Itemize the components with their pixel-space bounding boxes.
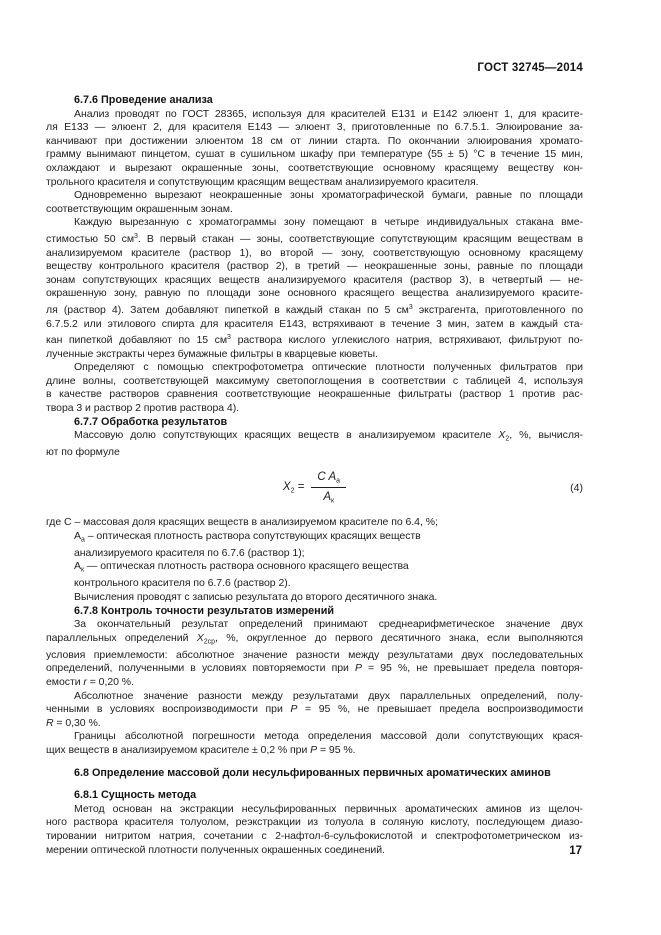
- paragraph-line: определений, полученными в условиях повторяемости при P = 95 %, не превышает предела повторя-: [46, 662, 583, 675]
- section-heading: 6.7.7 Обработка результатов: [74, 415, 228, 428]
- paragraph-line: Границы абсолютной погрешности метода определения массовой доли сопутствующих крася-: [74, 730, 583, 743]
- formula-denominator: $A_к$: [323, 491, 335, 505]
- document-body: [46, 94, 583, 857]
- paragraph-line: трольного красителя и сопутствующим красящим веществам анализируемого красителя.: [46, 175, 479, 188]
- definition-line: анализируемого красителя по 6.7.6 (раствор 1);: [74, 546, 305, 559]
- paragraph-line: окрашенную зону, равную по площади зоне основного красящего вещества анализируемого красите-: [46, 287, 583, 300]
- formula-lhs: $X_2$ =: [282, 481, 305, 495]
- formula-number: (4): [570, 481, 583, 494]
- paragraph-line: соответствующим окрашенным зонам.: [46, 202, 233, 215]
- paragraph-line: Вычисления проводят с записью результата до второго десятичного знака.: [74, 590, 438, 603]
- definition-line: где С – массовая доля красящих веществ в анализируемом красителе по 6.4, %;: [46, 515, 438, 528]
- page-number: 17: [569, 845, 582, 857]
- paragraph-line: За окончательный результат определений принимают среднеарифметическое значение двух: [74, 618, 583, 631]
- paragraph-line: Определяют с помощью спектрофотометра оптические плотности полученных фильтратов при: [74, 361, 583, 374]
- paragraph-line: условия приемлемости: абсолютное значение разности между результатами двух последовательных: [46, 648, 583, 661]
- formula-numerator: C $A_а$: [311, 471, 346, 489]
- paragraph-line: канчивают при достижении элюентом 18 см от линии старта. По окончании элюирования хромато-: [46, 134, 583, 147]
- paragraph-line: Абсолютное значение разности между результатами двух параллельных определений, полу-: [74, 689, 583, 702]
- paragraph-line: Одновременно вырезают неокрашенные зоны хроматографической бумаги, равные по площади: [74, 189, 583, 202]
- paragraph-line: мерении оптической плотности полученных окрашенных соединений.: [46, 843, 385, 856]
- definition-line: $А_а$ – оптическая плотность раствора сопутствующих красящих веществ: [74, 529, 421, 544]
- paragraph-line: ют по формуле: [46, 446, 120, 459]
- paragraph-line: кан пипеткой добавляют по 15 $см^3$ раствора кислого углекислого натрия, встряхивают, фильтруют по-: [46, 334, 584, 347]
- paragraph-line: тировании нитритом натрия, сочетании с 2-нафтол-6-сульфокислотой и спектрофотометрическом из-: [46, 829, 583, 842]
- paragraph-line: анализируемом красителе (раствор 1), во второй — зону, соответствующую основному красящему: [46, 246, 583, 259]
- definition-line: $А_к$ — оптическая плотность раствора основного красящего вещества: [74, 560, 409, 574]
- paragraph-line: емости r = 0,20 %.: [46, 675, 134, 688]
- paragraph-line: стимостью 50 $см^3$. В первый стакан — зоны, соответствующие сопутствующим красящим веществам в: [46, 232, 584, 245]
- section-heading: 6.7.6 Проведение анализа: [74, 94, 213, 106]
- paragraph-line: ля Е133 — элюент 2, для красителя Е143 — элюент 3, приготовленные по 6.7.5.1. Элюирование за-: [46, 121, 583, 134]
- paragraph-line: зонам сопутствующих красящих веществ анализируемого красителя (раствор 3), в четвертый — не-: [46, 273, 583, 286]
- section-heading: 6.8 Определение массовой доли несульфированных первичных ароматических аминов: [74, 766, 551, 779]
- paragraph-line: ля (раствор 4). Затем добавляют пипеткой в каждый стакан по 5 $см^3$ экстрагента, приготовленного по: [46, 303, 583, 316]
- paragraph-line: Метод основан на экстракции несульфированных первичных ароматических аминов из щелоч-: [74, 802, 583, 815]
- paragraph-line: ного раствора красителя толуолом, реэкстракции из толуола в соляную кислоту, последующем диазо-: [46, 816, 583, 829]
- paragraph-line: твора 3 и раствор 2 против раствора 4).: [46, 402, 240, 415]
- paragraph-line: лученные экстракты через бумажные фильтры в кварцевые кюветы.: [46, 347, 378, 360]
- paragraph-line: Анализ проводят по ГОСТ 28365, используя для красителей Е131 и Е142 элюент 1, для красите-: [74, 107, 583, 120]
- section-heading: 6.8.1 Сущность метода: [74, 789, 197, 802]
- paragraph-line: веществу контрольного красителя (раствор 2), в третий — неокрашенные зоны, равные по площади: [46, 260, 583, 273]
- paragraph-line: щих веществ в анализируемом красителе ± 0,2 % при P = 95 %.: [46, 743, 356, 756]
- paragraph-line: длине волны, соответствующей максимуму светопоглощения в соответствии с таблицей 4, используя: [46, 374, 583, 387]
- formula: [46, 460, 583, 516]
- formula-fraction: [311, 471, 346, 505]
- document-header: ГОСТ 32745—2014: [477, 62, 583, 74]
- paragraph-line: ченными в условиях воспроизводимости при P = 95 %, не превышает предела воспроизводимости: [46, 703, 584, 716]
- section-heading: 6.7.8 Контроль точности результатов измерений: [74, 604, 334, 617]
- paragraph-line: грамму вынимают пинцетом, сушат в сушильном шкафу при температуре (55 ± 5) °С в течение 15 мин,: [46, 148, 583, 161]
- paragraph-line: R = 0,30 %.: [46, 716, 101, 729]
- paragraph-line: Массовую долю сопутствующих красящих веществ в анализируемом красителе $X_2$, %, вычисля-: [74, 429, 583, 443]
- definition-line: контрольного красителя по 6.7.6 (раствор 2).: [74, 577, 291, 590]
- paragraph-line: параллельных определений $X_{2ср}$, %, округленное до первого десятичного знака, если выполняются: [46, 631, 583, 646]
- paragraph-line: охлаждают и вырезают окрашенные зоны, соответствующие основному красящему веществу кон-: [46, 161, 583, 174]
- paragraph-line: 6.7.5.2 или этилового спирта для красителя Е143, встряхивают в течение 3 мин, затем в каждый ста-: [46, 317, 583, 330]
- paragraph-line: в качестве растворов сравнения соответствующие неокрашенные фильтраты (раствор 1 против рас-: [46, 388, 583, 401]
- paragraph-line: Каждую вырезанную с хроматограммы зону помещают в четыре индивидуальных стакана вме-: [74, 216, 583, 229]
